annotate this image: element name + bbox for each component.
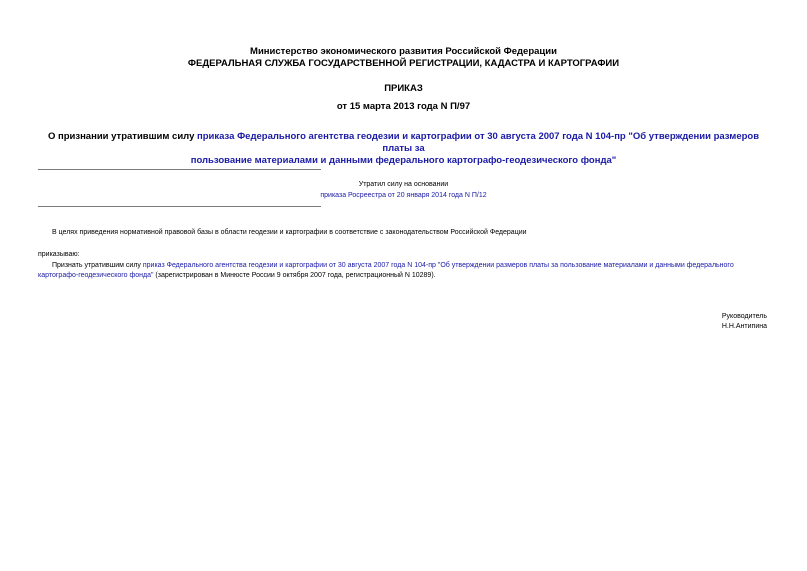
status-note-link[interactable]: приказа Росреестра от 20 января 2014 года N П/12 — [320, 192, 487, 199]
divider-bottom — [38, 206, 321, 207]
document-title-link-line1: приказа Федерального агентства геодезии и картографии от 30 августа 2007 года N 104-пр "Об утверждении размеров платы за — [197, 131, 760, 154]
signature-name: Н.Н.Антипина — [721, 323, 767, 330]
document-title-link-line2: пользование материалами и данными федерального картографо-геодезического фонда" — [190, 155, 617, 166]
document-title-prefix: О признании утратившим силу — [47, 131, 198, 142]
body-paragraph-1: В целях приведения нормативной правовой базы в области геодезии и картографии в соответствие с законодательством Российской Федерации — [52, 229, 527, 236]
ministry-heading: Министерство экономического развития Российской Федерации — [250, 46, 557, 57]
order-word: приказываю: — [38, 251, 80, 258]
status-note-line: Утратил силу на основании — [358, 181, 449, 188]
order-item-line2 — [38, 271, 773, 281]
order-item-line1 — [38, 261, 773, 271]
order-item-prefix: Признать утратившим силу — [52, 262, 143, 269]
divider-top — [38, 169, 321, 170]
service-heading: ФЕДЕРАЛЬНАЯ СЛУЖБА ГОСУДАРСТВЕННОЙ РЕГИСТРАЦИИ, КАДАСТРА И КАРТОГРАФИИ — [187, 58, 620, 69]
order-item-link-line1[interactable]: приказ Федерального агентства геодезии и картографии от 30 августа 2007 года N 104-пр "Об утверждении размеров платы за пользование материалами и данными федерального — [142, 262, 734, 269]
document-title-link[interactable] — [191, 131, 759, 166]
order-item — [38, 261, 773, 281]
document-type: ПРИКАЗ — [384, 83, 423, 94]
status-note-link-row — [0, 190, 807, 201]
document-title — [40, 131, 767, 167]
signature-position: Руководитель — [721, 313, 767, 320]
document-date-number: от 15 марта 2013 года N П/97 — [336, 101, 471, 112]
order-item-link-line2[interactable]: картографо-геодезического фонда" — [38, 272, 154, 279]
order-item-suffix: (зарегистрирован в Минюсте России 9 октября 2007 года, регистрационный N 10289). — [153, 272, 436, 279]
